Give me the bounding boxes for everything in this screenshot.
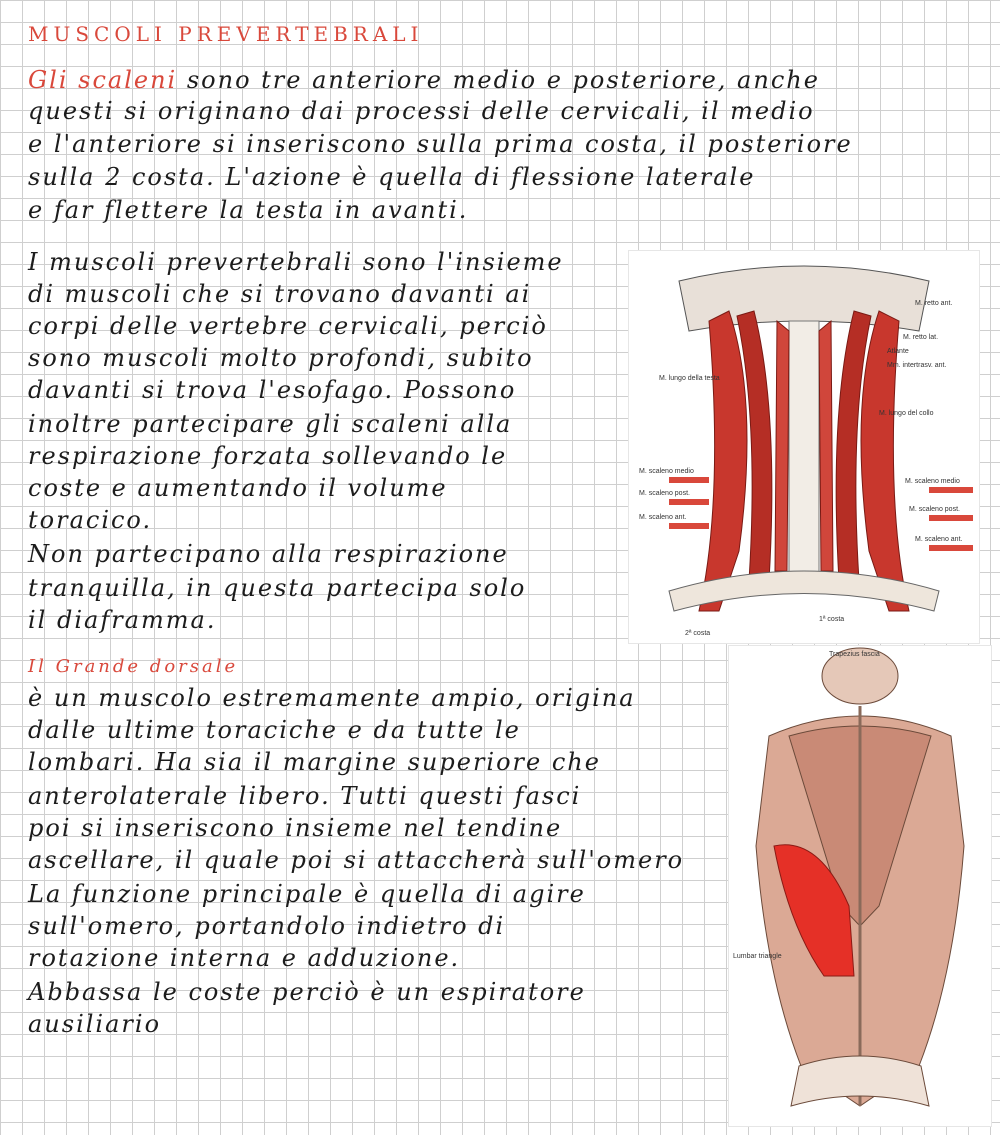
label-top: Trapezius fascia (829, 651, 880, 658)
highlight-bar (929, 487, 973, 493)
text-line: sono muscoli molto profondi, subito (28, 344, 534, 372)
label-scaleno-post-right: M. scaleno post. (909, 506, 960, 513)
label-scaleno-ant-right: M. scaleno ant. (915, 536, 963, 543)
section-title-grande-dorsale: Il Grande dorsale (28, 656, 239, 677)
label-scaleno-post-left: M. scaleno post. (639, 490, 690, 497)
label-lungo-testa: M. lungo della testa (659, 375, 720, 382)
label-retto-lat: M. retto lat. (903, 334, 939, 341)
muscle-left-longus (775, 321, 789, 571)
label-lumbar-triangle: Lumbar triangle (733, 953, 782, 960)
text-line: e far flettere la testa in avanti. (28, 196, 469, 224)
label-scaleno-medio-left: M. scaleno medio (639, 468, 694, 475)
text-line: inoltre partecipare gli scaleni alla (28, 410, 513, 438)
highlight-bar (669, 499, 709, 505)
figure-prevertebral-muscles (628, 250, 980, 644)
text-line: davanti si trova l'esofago. Possono (28, 376, 517, 404)
text-line: di muscoli che si trovano davanti ai (28, 280, 532, 308)
label-retto-ant: M. retto ant. (915, 300, 953, 307)
text-line: dalle ultime toraciche e da tutte le (28, 716, 521, 744)
label-scaleno-medio-right: M. scaleno medio (905, 478, 960, 485)
text-line: toracico. (28, 506, 153, 534)
text-line: questi si originano dai processi delle cervicali, il medio (28, 97, 815, 125)
highlight-bar (669, 523, 709, 529)
muscle-left-outer (699, 311, 747, 611)
label-scaleno-ant-left: M. scaleno ant. (639, 514, 687, 521)
label-atlante: Atlante (887, 348, 909, 355)
label-intertrasv: Mm. intertrasv. ant. (887, 362, 947, 369)
text-line: rotazione interna e adduzione. (28, 944, 461, 972)
text-line: lombari. Ha sia il margine superiore che (28, 748, 601, 776)
highlight-bar (929, 545, 973, 551)
highlight-term: Gli scaleni (28, 66, 178, 94)
text-line: è un muscolo estremamente ampio, origina (28, 684, 636, 712)
figure-latissimus-dorsi (728, 645, 992, 1127)
text-line: sulla 2 costa. L'azione è quella di flessione laterale (28, 163, 756, 191)
text-line: e l'anteriore si inseriscono sulla prima costa, il posteriore (28, 130, 853, 158)
muscle-right-outer (861, 311, 909, 611)
text-line (28, 66, 820, 94)
highlight-bar (929, 515, 973, 521)
text-line: coste e aumentando il volume (28, 474, 448, 502)
back-muscles-illustration (729, 646, 991, 1126)
text-line: Abbassa le coste perciò è un espiratore (28, 978, 586, 1006)
text-line: corpi delle vertebre cervicali, perciò (28, 312, 548, 340)
text-line: tranquilla, in questa partecipa solo (28, 574, 527, 602)
text-line: il diaframma. (28, 606, 217, 634)
label-costa-2: 2ª costa (685, 630, 711, 637)
text-line: poi si inseriscono insieme nel tendine (28, 814, 563, 842)
label-costa-1: 1ª costa (819, 616, 845, 623)
text-line: ascellare, il quale poi si attaccherà sull'omero (28, 846, 685, 874)
cervical-spine (789, 321, 819, 581)
section-title-prevertebrali: MUSCOLI PREVERTEBRALI (28, 22, 424, 46)
highlight-bar (669, 477, 709, 483)
muscle-right-longus (819, 321, 833, 571)
text-line: sull'omero, portandolo indietro di (28, 912, 506, 940)
neck-muscles-illustration (629, 251, 979, 643)
text-line: I muscoli prevertebrali sono l'insieme (28, 248, 564, 276)
text-line: Non partecipano alla respirazione (28, 540, 509, 568)
text-line: anterolaterale libero. Tutti questi fasci (28, 782, 582, 810)
text-line: respirazione forzata sollevando le (28, 442, 508, 470)
text-line: La funzione principale è quella di agire (28, 880, 586, 908)
text-line: ausiliario (28, 1010, 162, 1038)
label-lungo-collo: M. lungo del collo (879, 410, 934, 417)
text-span: sono tre anteriore medio e posteriore, anche (177, 66, 820, 94)
